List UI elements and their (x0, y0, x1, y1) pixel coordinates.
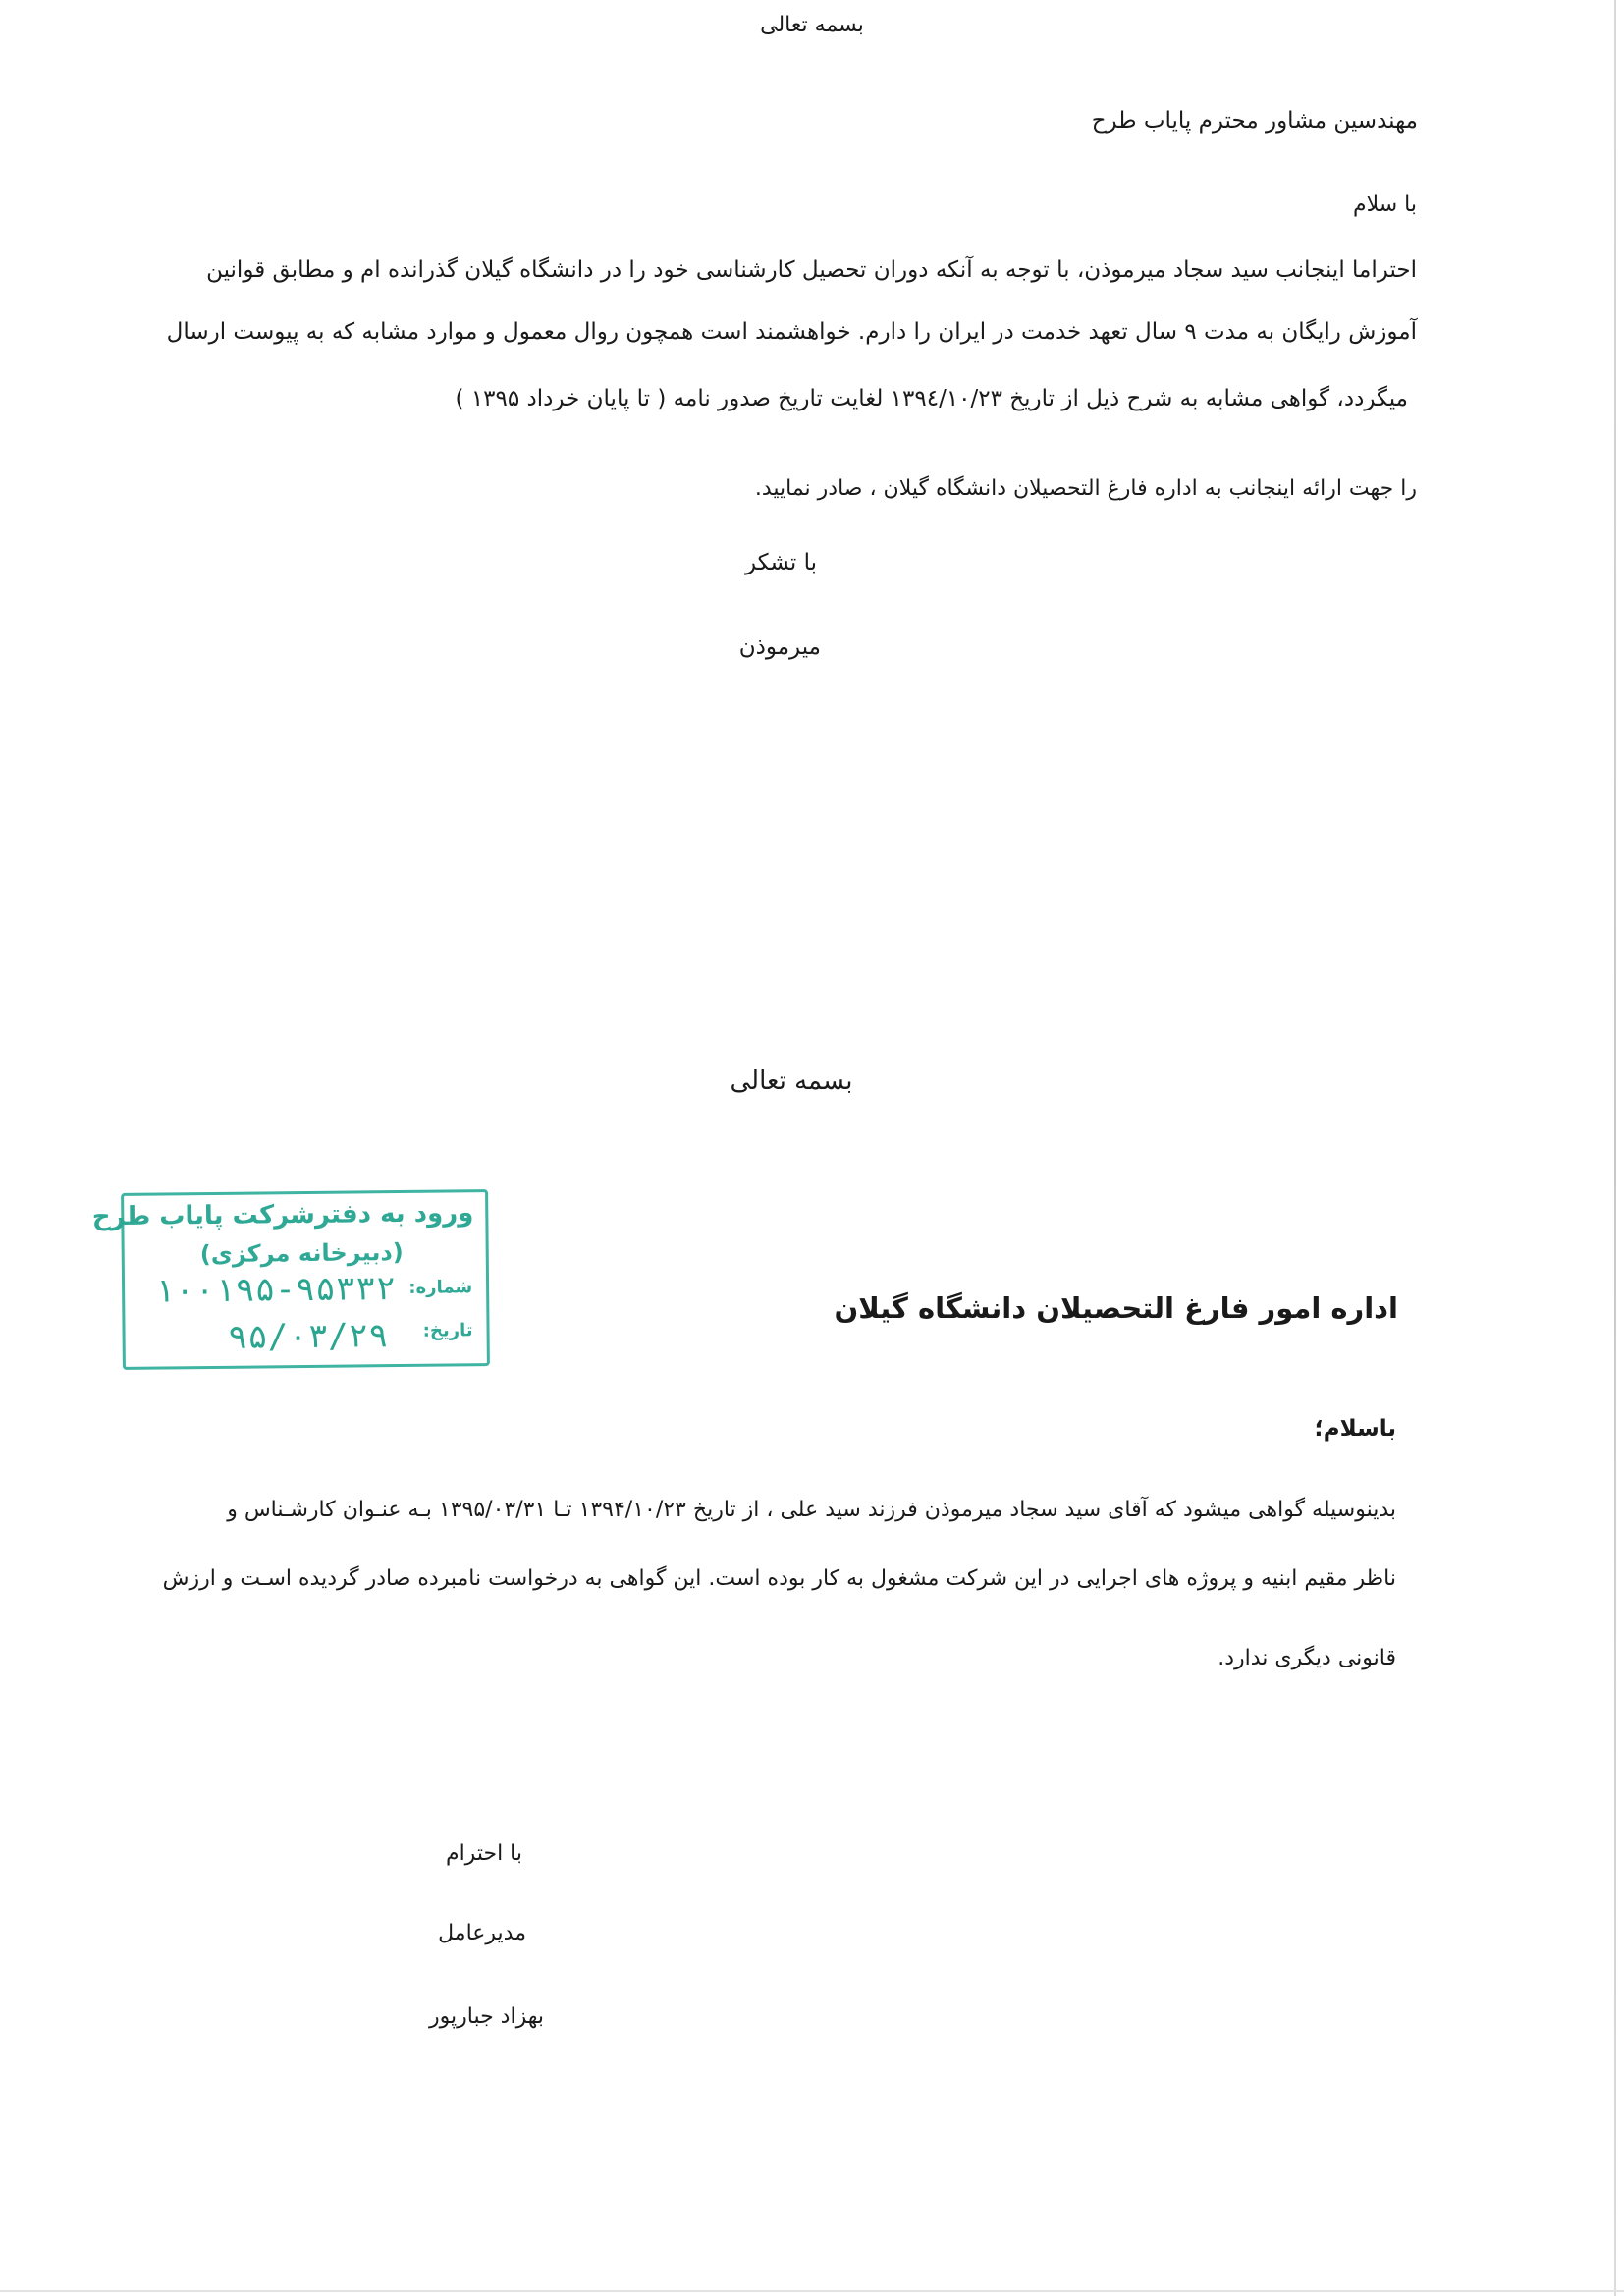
letter2-heading: بسمه تعالی (730, 1066, 853, 1096)
letter1-closing: با تشکر (744, 550, 817, 575)
letter1-body-line3: میگردد، گواهی مشابه به شرح ذیل از تاریخ ۱۳۹٤/۱۰/۲۳ لغایت تاریخ صدور نامه ( تا پایان خرداد ۱۳۹۵ ) (455, 386, 1408, 411)
letter1-body-line4: را جهت ارائه اینجانب به اداره فارغ التحصیلان دانشگاه گیلان ، صادر نمایید. (754, 476, 1417, 501)
letter2-signer-title: مدیرعامل (438, 1921, 526, 1945)
stamp-company-line: ورود به دفترشرکت پایاب طرح (91, 1198, 474, 1232)
received-stamp (91, 1189, 490, 1370)
letter1-signature: میرموذن (738, 634, 821, 660)
letter2-closing: با احترام (445, 1841, 522, 1866)
scan-bottom-edge (0, 2290, 1624, 2292)
letter2-recipient: اداره امور فارغ التحصیلان دانشگاه گیلان (834, 1291, 1398, 1325)
letter1-addressee: مهندسین مشاور محترم پایاب طرح (1091, 108, 1418, 134)
letter2-body-line1: بدینوسیله گواهی میشود که آقای سید سجاد میرموذن فرزند سید علی ، از تاریخ ۱۳۹۴/۱۰/۲۳ تـا ۱۳۹۵/۰۳/۳۱ بـه عنـوان کارشـناس و (227, 1498, 1396, 1522)
letter1-body-line2: آموزش رایگان به مدت ۹ سال تعهد خدمت در ایران را دارم. خواهشمند است همچون روال معمول و موارد مشابه که به پیوست ارسال (166, 319, 1417, 345)
scan-edge (1614, 0, 1616, 2296)
stamp-date-value: ۹۵/۰۳/۲۹ (227, 1316, 389, 1357)
letter1-greeting: با سلام (1352, 192, 1417, 217)
stamp-number-label: شماره: (408, 1277, 473, 1298)
letter2-body-line2: ناظر مقیم ابنیه و پروژه های اجرایی در این شرکت مشغول به کار بوده است. این گواهی به درخواست نامبرده صادر گردیده اسـت و ارزش (162, 1566, 1396, 1591)
letter2-body-line3: قانونی دیگری ندارد. (1218, 1646, 1396, 1670)
letter2-greeting: باسلام؛ (1314, 1416, 1396, 1442)
letter2-signer-name: بهزاد جبارپور (429, 2004, 544, 2029)
letter1-heading: بسمه تعالی (760, 13, 864, 37)
stamp-number-value: ۱۰۰۱۹۵-۹۵۳۳۲ (154, 1269, 397, 1311)
letter1-body-line1: احتراما اینجانب سید سجاد میرموذن، با توجه به آنکه دوران تحصیل کارشناسی خود را در دانشگاه گیلان گذرانده ام و مطابق قوانین (206, 257, 1417, 283)
stamp-date-label: تاریخ: (422, 1320, 473, 1341)
stamp-office-line: (دبیرخانه مرکزی) (199, 1237, 404, 1269)
